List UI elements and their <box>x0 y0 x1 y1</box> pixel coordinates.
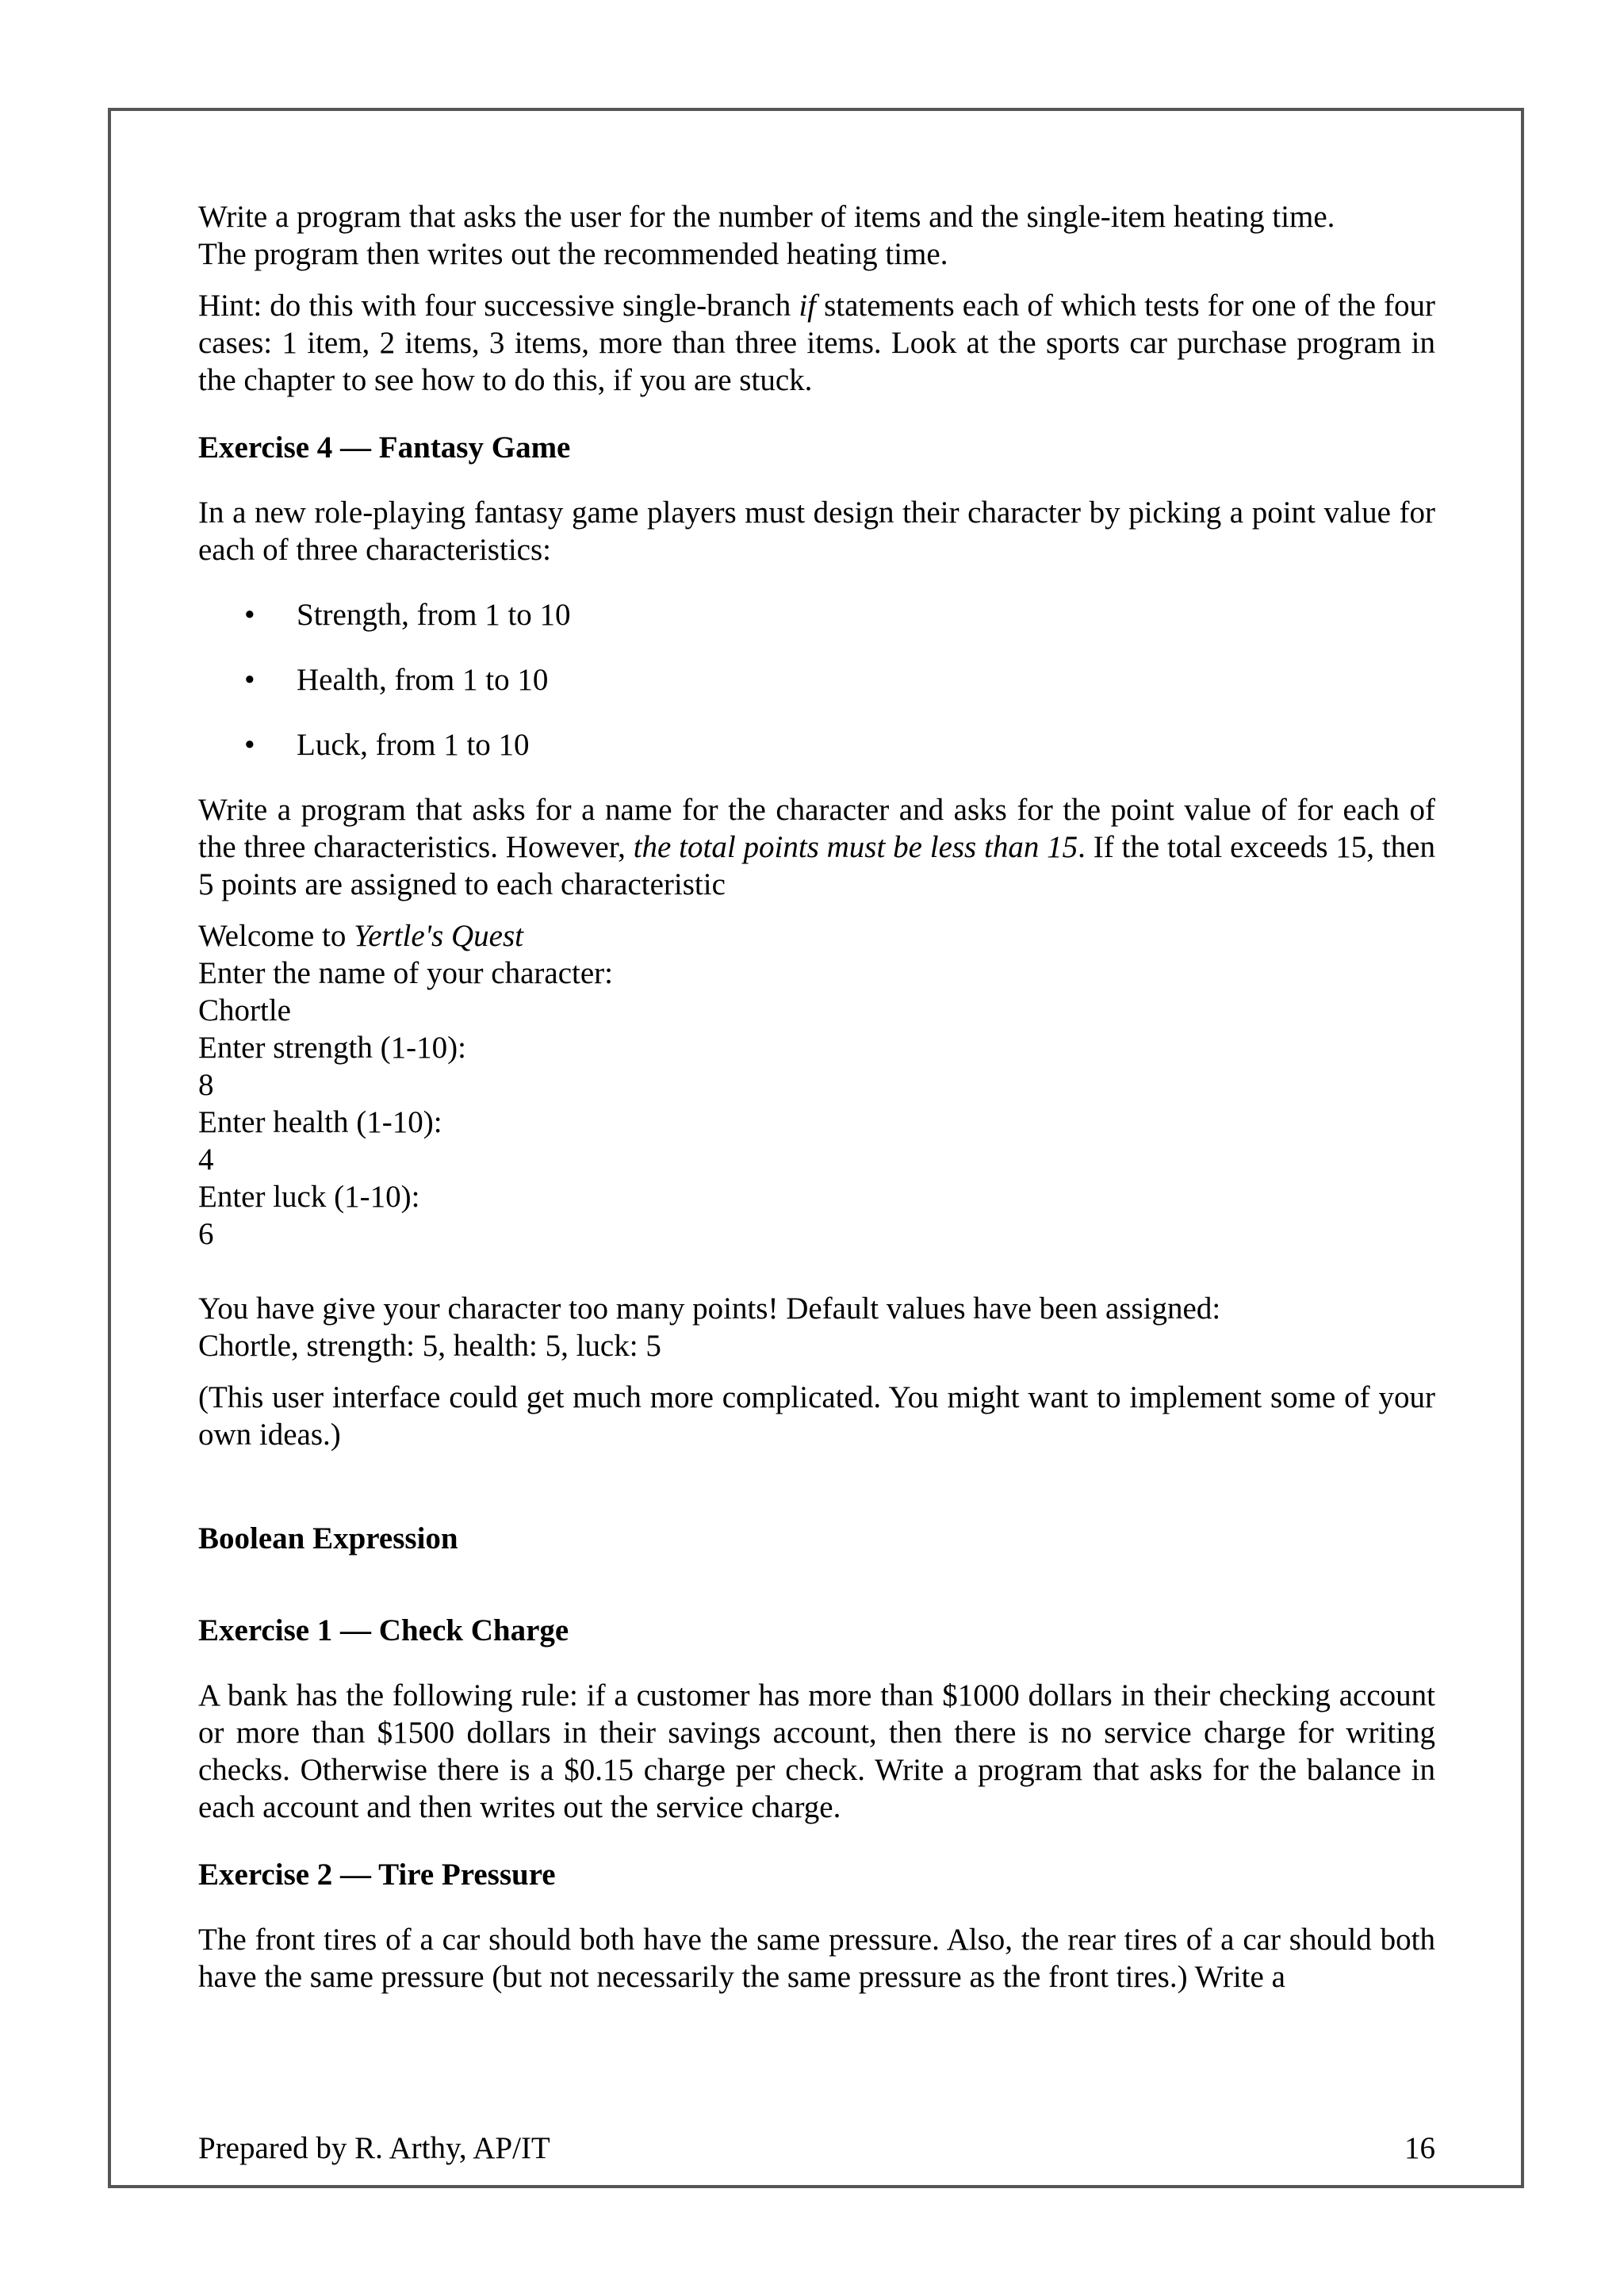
task-italic-rule: the total points must be less than 15 <box>633 830 1078 864</box>
sample-welcome <box>198 917 1435 955</box>
hint-italic-if: if <box>799 289 816 323</box>
task-text-before: Write a program that asks for a name for the character and asks for the point value of for each of the three characteristics. However, <box>198 793 1435 864</box>
list-item-text: Strength, from 1 to 10 <box>297 598 571 632</box>
list-item <box>198 726 1435 763</box>
sample-line: Enter health (1-10): <box>198 1105 442 1139</box>
exercise-4-task <box>198 791 1435 903</box>
sample-line: 4 <box>198 1142 214 1177</box>
sample-line: Enter the name of your character: <box>198 956 613 990</box>
paragraph-hint <box>198 287 1435 399</box>
sample-welcome-prefix: Welcome to <box>198 919 354 953</box>
exercise-2-heading: Exercise 2 — Tire Pressure <box>198 1858 556 1892</box>
sample-result-line2: Chortle, strength: 5, health: 5, luck: 5 <box>198 1329 661 1363</box>
list-item-text: Luck, from 1 to 10 <box>297 728 530 762</box>
sample-line: Chortle <box>198 993 291 1027</box>
sample-line: 8 <box>198 1068 214 1102</box>
list-item-text: Health, from 1 to 10 <box>297 663 549 697</box>
sample-line: Enter strength (1-10): <box>198 1031 466 1065</box>
exercise-1-text: A bank has the following rule: if a customer has more than $1000 dollars in their checking account or more than $1500 dollars in their savings account, then there is no service charge for writing checks. Otherwise there is a $0.15 charge per check. Write a program that asks for the balance in each account and then writes out the service charge. <box>198 1678 1435 1824</box>
hint-text-before: Hint: do this with four successive single-branch <box>198 289 799 323</box>
exercise-4-heading: Exercise 4 — Fantasy Game <box>198 430 571 465</box>
exercise-4-note: (This user interface could get much more complicated. You might want to implement some of your own ideas.) <box>198 1380 1435 1452</box>
bullet-icon: • <box>244 598 255 632</box>
page-footer <box>198 2130 1435 2167</box>
sample-session <box>198 917 1435 1364</box>
hint-text-after: statements each of which tests for one of the four cases: 1 item, 2 items, 3 items, more than three items. Look at the sports car purchase program in the chapter to see how to do this, if you are stuck. <box>198 289 1435 397</box>
exercise-2-text: The front tires of a car should both have the same pressure. Also, the rear tires of a car should both have the same pressure (but not necessarily the same pressure as the front tires.) Write a <box>198 1923 1435 1994</box>
list-item <box>198 596 1435 633</box>
paragraph-intro-line1: Write a program that asks the user for the number of items and the single-item heating time. <box>198 200 1335 234</box>
exercise-1-heading: Exercise 1 — Check Charge <box>198 1613 569 1647</box>
bullet-icon: • <box>244 663 255 697</box>
page-content <box>198 198 1435 1996</box>
characteristics-list <box>198 596 1435 763</box>
bullet-icon: • <box>244 728 255 762</box>
sample-line: 6 <box>198 1217 214 1251</box>
task-text-after: . If the total exceeds 15, then 5 points are assigned to each characteristic <box>198 830 1435 901</box>
exercise-4-intro: In a new role-playing fantasy game players must design their character by picking a point value for each of three characteristics: <box>198 496 1435 567</box>
sample-result-line1: You have give your character too many points! Default values have been assigned: <box>198 1292 1221 1326</box>
sample-game-title: Yertle's Quest <box>354 919 523 953</box>
section-heading: Boolean Expression <box>198 1521 458 1556</box>
paragraph-intro-line2: The program then writes out the recommended heating time. <box>198 237 948 271</box>
footer-author: Prepared by R. Arthy, AP/IT <box>198 2131 550 2165</box>
page-number: 16 <box>1404 2131 1435 2165</box>
sample-line: Enter luck (1-10): <box>198 1180 420 1214</box>
list-item <box>198 661 1435 698</box>
